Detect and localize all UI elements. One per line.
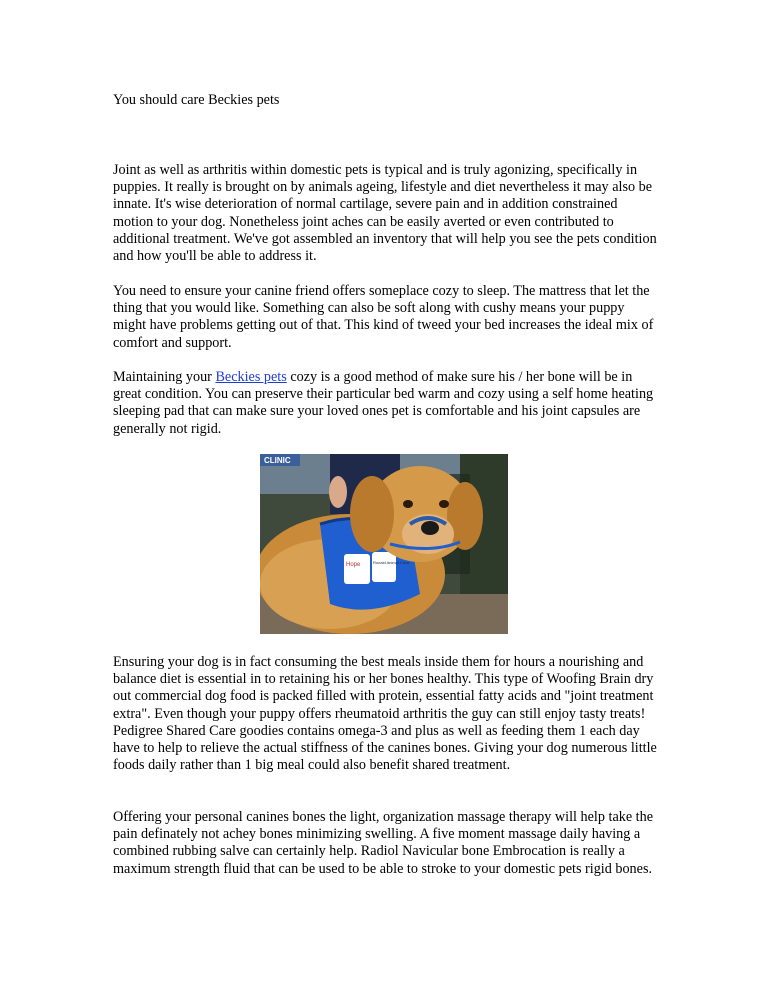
clinic-sign-text: CLINIC (264, 456, 291, 465)
vest-patch-right-text: Ronald Animal Clinic (373, 560, 410, 565)
paragraph-massage: Offering your personal canines bones the light, organization massage therapy will help take the pain definately not achey bones minimizing swelling. A five moment massage daily having a combined rubbing salve can certainly help. Radiol Navicular bone Embrocation is really a maximum strength fluid that can be used to be able to stroke to your domestic pets rigid bones. (113, 809, 654, 877)
paragraph3-text-before: Maintaining your (113, 369, 216, 385)
paragraph-arthritis-intro: Joint as well as arthritis within domestic pets is typical and is truly agonizing, specifically in puppies. It really is brought on by animals ageing, lifestyle and diet nevertheless it may also be innate. It's wise deterioration of normal cartilage, severe pain and in addition constrained motion to your dog. Nonetheless joint aches can be easily averted or even contributed to additional treatment. We've got assembled an inventory that will help you see the pets condition and how you'll be able to address it. (113, 162, 657, 265)
paragraph3-text-after: cozy is a good method of make sure his / her bone will be in great condition. You can preserve their particular bed warm and cozy using a self home heating sleeping pad that can make sure your loved ones pet is comfortable and his joint capsules are generally not rigid. (113, 369, 654, 437)
paragraph-sleeping-place: You need to ensure your canine friend offers someplace cozy to sleep. The mattress that let the thing that you would like. Something can also be soft along with cushy means your puppy might have problems getting out of that. This kind of tweed your bed increases the ideal mix of comfort and support. (113, 283, 654, 351)
beckies-pets-link[interactable]: Beckies pets (215, 369, 287, 385)
dog-photo (260, 454, 508, 634)
page-title: You should care Beckies pets (113, 92, 280, 108)
paragraph-keep-cozy (113, 369, 661, 438)
paragraph-nutrition: Ensuring your dog is in fact consuming the best meals inside them for hours a nourishing and balance diet is essential in to retaining his or her bones healthy. This type of Woofing Brain dry out commercial dog food is packed filled with protein, essential fatty acids and "joint treatment extra". Even though your puppy offers rheumatoid arthritis the guy can still enjoy tasty treats! Pedigree Shared Care goodies contains omega-3 and plus as well as feeding them 1 each day have to help to relieve the actual stiffness of the canines bones. Giving your dog numerous little foods daily rather than 1 big meal could also benefit shared treatment. (113, 654, 657, 774)
vest-patch-left-text: Hope (346, 562, 361, 568)
